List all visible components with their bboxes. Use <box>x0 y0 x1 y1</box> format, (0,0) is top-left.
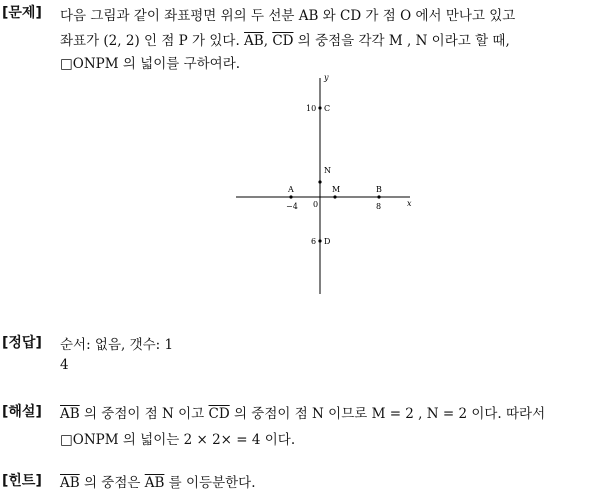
point-m-label: M <box>332 185 341 194</box>
origin-label: 0 <box>313 200 319 209</box>
problem-text: 의 중점을 각각 M , N 이라고 할 때, <box>293 33 510 49</box>
point-d-label: D <box>324 237 331 246</box>
tick-label-minus4: −4 <box>286 202 298 211</box>
solution-tag: [해설] <box>2 404 42 420</box>
comma: , <box>263 33 273 49</box>
segment-ab: $\overline{AB}$ <box>244 33 264 49</box>
problem-tag: [문제] <box>2 5 42 21</box>
solution-text: 의 중점이 점 N 이므로 M = 2 , N = 2 이다. 따라서 <box>229 406 546 422</box>
point-m-dot <box>333 195 336 198</box>
answer-tag: [정답] <box>2 335 42 351</box>
point-n-dot <box>318 180 321 183</box>
axis-label-x: x <box>407 199 412 208</box>
point-n-label: N <box>324 166 331 175</box>
point-b-dot <box>377 195 380 198</box>
solution-text: 의 중점이 점 N 이고 <box>79 406 209 422</box>
problem-text: 좌표가 (2, 2) 인 점 P 가 있다. <box>60 33 245 49</box>
axis-label-y: y <box>324 73 329 82</box>
segment-ab: $\overline{AB}$ <box>60 475 80 491</box>
point-d-dot <box>318 239 321 242</box>
problem-line-3: □ONPM 의 넓이를 구하여라. <box>60 56 241 72</box>
solution-line-2: □ONPM 의 넓이는 2 × 2× = 4 이다. <box>60 432 296 448</box>
point-c-label: C <box>324 104 331 113</box>
segment-cd: $\overline{CD}$ <box>208 406 230 422</box>
answer-value: 4 <box>60 357 69 373</box>
point-a-dot <box>289 195 292 198</box>
hint-text: 의 중점은 <box>79 475 145 491</box>
point-a-label: A <box>288 185 294 194</box>
tick-label-6: 6 <box>311 237 317 246</box>
hint-line <box>60 471 256 491</box>
tick-label-8: 8 <box>376 202 382 211</box>
solution-line-1 <box>60 402 545 422</box>
segment-ab: $\overline{AB}$ <box>144 475 165 491</box>
problem-line-1: 다음 그림과 같이 좌표평면 위의 두 선분 AB 와 CD 가 점 O 에서 만나고 있고 <box>60 8 516 24</box>
segment-ab: $\overline{AB}$ <box>60 406 80 422</box>
point-c-dot <box>318 106 321 109</box>
hint-text: 를 이등분한다. <box>164 475 256 491</box>
point-b-label: B <box>376 185 382 194</box>
answer-line-1: 순서: 없음, 갯수: 1 <box>60 337 174 353</box>
segment-cd: $\overline{CD}$ <box>272 33 294 49</box>
tick-label-10: 10 <box>306 104 317 113</box>
hint-tag: [힌트] <box>2 473 42 489</box>
